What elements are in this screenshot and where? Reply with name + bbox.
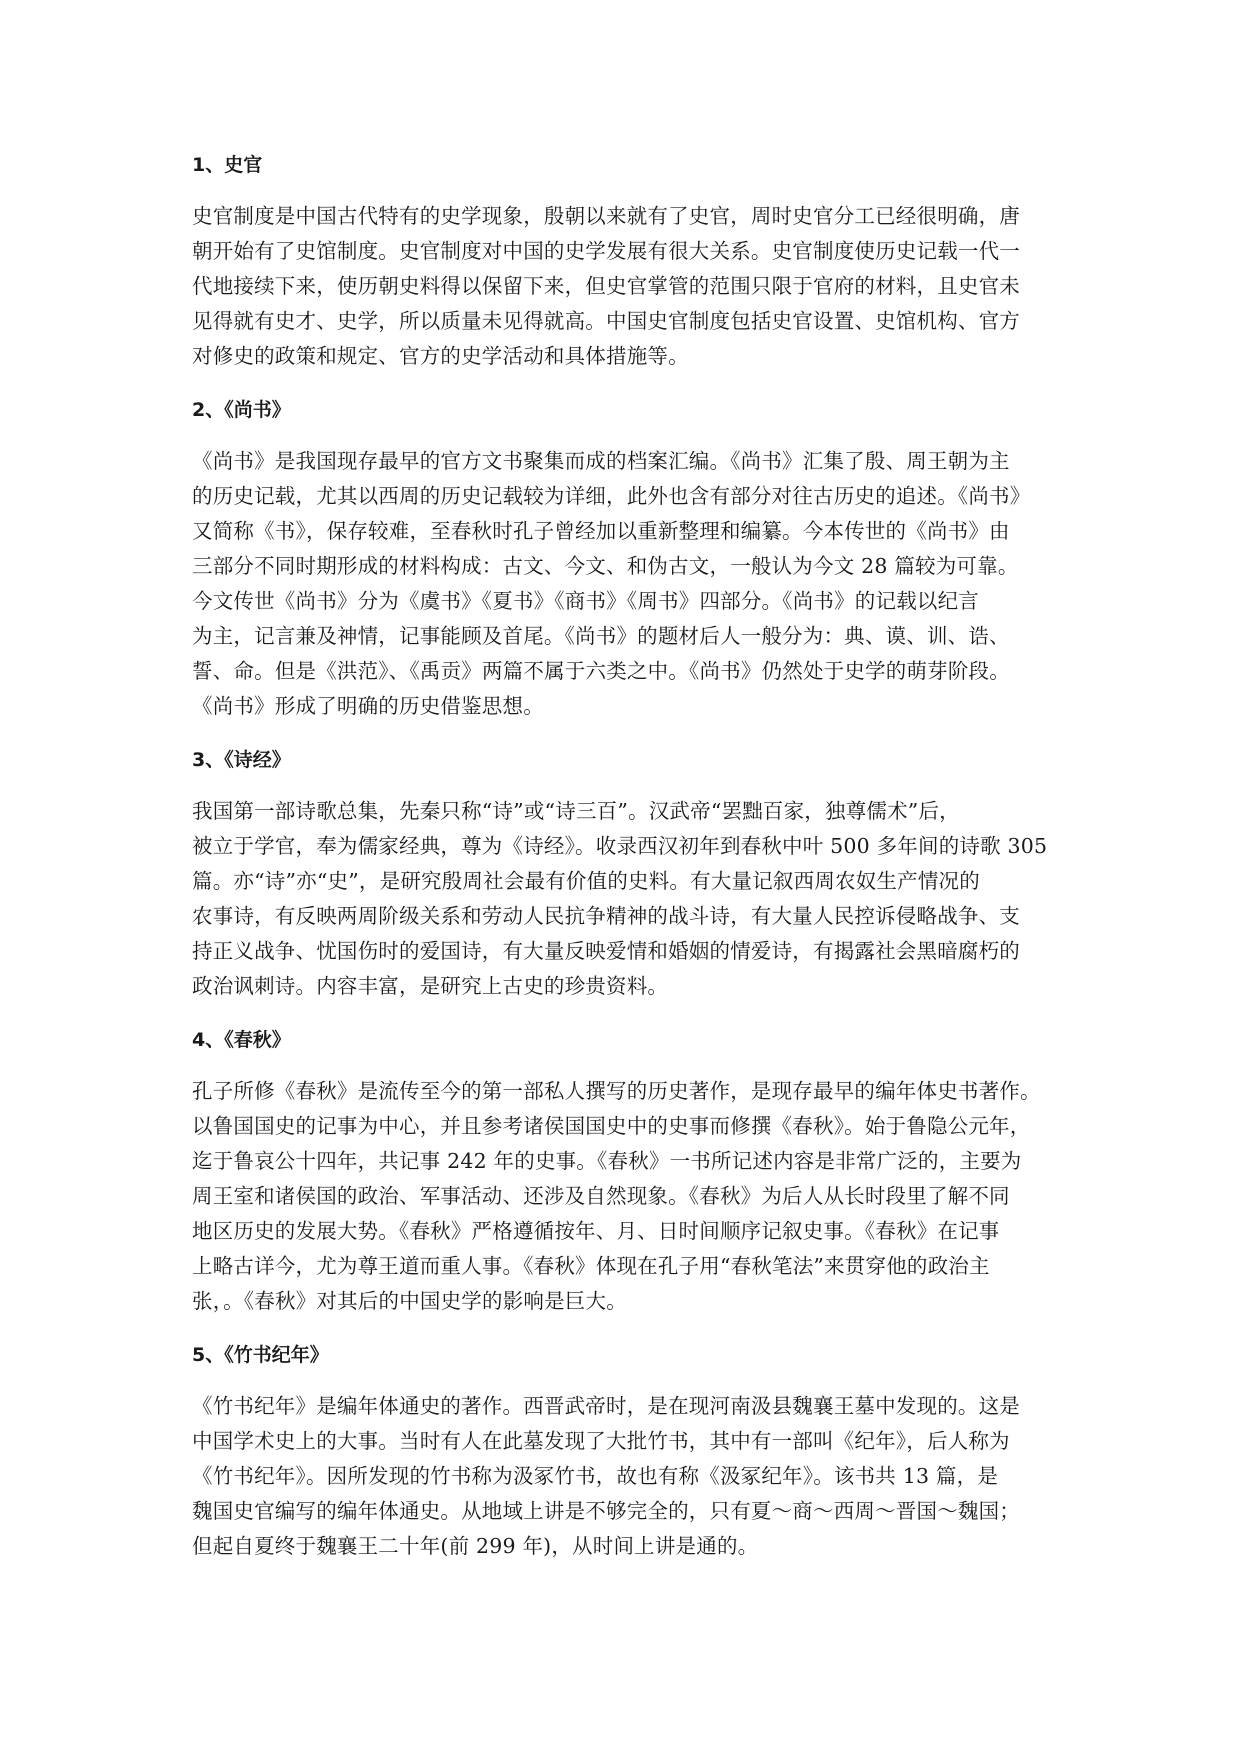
section-5: [192, 1340, 1072, 1564]
paragraph-line: 《尚书》形成了明确的历史借鉴思想。: [192, 694, 544, 718]
paragraph-line: 今文传世《尚书》分为《虞书》《夏书》《商书》《周书》四部分。《尚书》的记载以纪言: [192, 589, 979, 613]
paragraph-line: 见得就有史才、史学，所以质量未见得就高。中国史官制度包括史官设置、史馆机构、官方: [192, 309, 1020, 333]
paragraph-line: 代地接续下来，使历朝史料得以保留下来，但史官掌管的范围只限于官府的材料，且史官未: [192, 274, 1020, 298]
section-2: [192, 395, 1072, 724]
paragraph-line: 篇。亦“诗”亦“史”，是研究殷周社会最有价值的史料。有大量记叙西周农奴生产情况的: [192, 869, 980, 893]
paragraph-line: 魏国史官编写的编年体通史。从地域上讲是不够完全的，只有夏～商～西周～晋国～魏国；: [192, 1499, 1020, 1523]
section-heading: 4、《春秋》: [192, 1029, 291, 1051]
document-body: [192, 150, 1072, 1585]
paragraph-line: 政治讽刺诗。内容丰富，是研究上古史的珍贵资料。: [192, 974, 669, 998]
paragraph-line: 《尚书》是我国现存最早的官方文书聚集而成的档案汇编。《尚书》汇集了殷、周王朝为主: [192, 449, 1010, 473]
section-3: [192, 745, 1072, 1004]
paragraph-line: 上略古详今，尤为尊王道而重人事。《春秋》体现在孔子用“春秋笔法”来贯穿他的政治主: [192, 1254, 990, 1278]
section-4: [192, 1025, 1072, 1319]
paragraph-line: 我国第一部诗歌总集，先秦只称“诗”或“诗三百”。汉武帝“罢黜百家，独尊儒术”后，: [192, 799, 960, 823]
section-heading: 3、《诗经》: [192, 749, 291, 771]
paragraph-line: 以鲁国国史的记事为中心，并且参考诸侯国国史中的史事而修撰《春秋》。始于鲁隐公元年，: [192, 1114, 1031, 1138]
section-heading: 2、《尚书》: [192, 399, 291, 421]
paragraph-line: 又简称《书》，保存较难，至春秋时孔子曾经加以重新整理和编纂。今本传世的《尚书》由: [192, 519, 1010, 543]
paragraph-line: 地区历史的发展大势。《春秋》严格遵循按年、月、日时间顺序记叙史事。《春秋》在记事: [192, 1219, 1000, 1243]
section-paragraph: [192, 1389, 1072, 1564]
section-paragraph: [192, 199, 1072, 374]
paragraph-line: 《竹书纪年》是编年体通史的著作。西晋武帝时，是在现河南汲县魏襄王墓中发现的。这是: [192, 1394, 1020, 1418]
paragraph-line: 但起自夏终于魏襄王二十年(前 299 年)，从时间上讲是通的。: [192, 1534, 759, 1558]
paragraph-line: 孔子所修《春秋》是流传至今的第一部私人撰写的历史著作，是现存最早的编年体史书著作。: [192, 1079, 1041, 1103]
paragraph-line: 农事诗，有反映两周阶级关系和劳动人民抗争精神的战斗诗，有大量人民控诉侵略战争、支: [192, 904, 1020, 928]
paragraph-line: 朝开始有了史馆制度。史官制度对中国的史学发展有很大关系。史官制度使历史记载一代一: [192, 239, 1020, 263]
paragraph-line: 为主，记言兼及神情，记事能顾及首尾。《尚书》的题材后人一般分为：典、谟、训、诰、: [192, 624, 1010, 648]
section-paragraph: [192, 1074, 1072, 1319]
paragraph-line: 誓、命。但是《洪范》、《禹贡》两篇不属于六类之中。《尚书》仍然处于史学的萌芽阶段。: [192, 659, 1010, 683]
section-paragraph: [192, 444, 1072, 724]
paragraph-line: 持正义战争、忧国伤时的爱国诗，有大量反映爱情和婚姻的情爱诗，有揭露社会黑暗腐朽的: [192, 939, 1020, 963]
paragraph-line: 史官制度是中国古代特有的史学现象，殷朝以来就有了史官，周时史官分工已经很明确，唐: [192, 204, 1020, 228]
section-paragraph: [192, 794, 1072, 1004]
section-heading: 5、《竹书纪年》: [192, 1344, 329, 1366]
section-1: [192, 150, 1072, 374]
paragraph-line: 《竹书纪年》。因所发现的竹书称为汲冢竹书，故也有称《汲冢纪年》。该书共 13 篇，是: [192, 1464, 999, 1488]
paragraph-line: 周王室和诸侯国的政治、军事活动、还涉及自然现象。《春秋》为后人从长时段里了解不同: [192, 1184, 1010, 1208]
paragraph-line: 对修史的政策和规定、官方的史学活动和具体措施等。: [192, 344, 689, 368]
paragraph-line: 三部分不同时期形成的材料构成：古文、今文、和伪古文，一般认为今文 28 篇较为可靠。: [192, 554, 1019, 578]
section-heading: 1、史官: [192, 154, 263, 176]
paragraph-line: 张，。《春秋》对其后的中国史学的影响是巨大。: [192, 1289, 627, 1313]
paragraph-line: 被立于学官，奉为儒家经典，尊为《诗经》。收录西汉初年到春秋中叶 500 多年间的诗歌 305: [192, 834, 1048, 858]
paragraph-line: 迄于鲁哀公十四年，共记事 242 年的史事。《春秋》一书所记述内容是非常广泛的，主要为: [192, 1149, 1022, 1173]
paragraph-line: 的历史记载，尤其以西周的历史记载较为详细，此外也含有部分对往古历史的追述。《尚书》: [192, 484, 1031, 508]
paragraph-line: 中国学术史上的大事。当时有人在此墓发现了大批竹书，其中有一部叫《纪年》，后人称为: [192, 1429, 1010, 1453]
